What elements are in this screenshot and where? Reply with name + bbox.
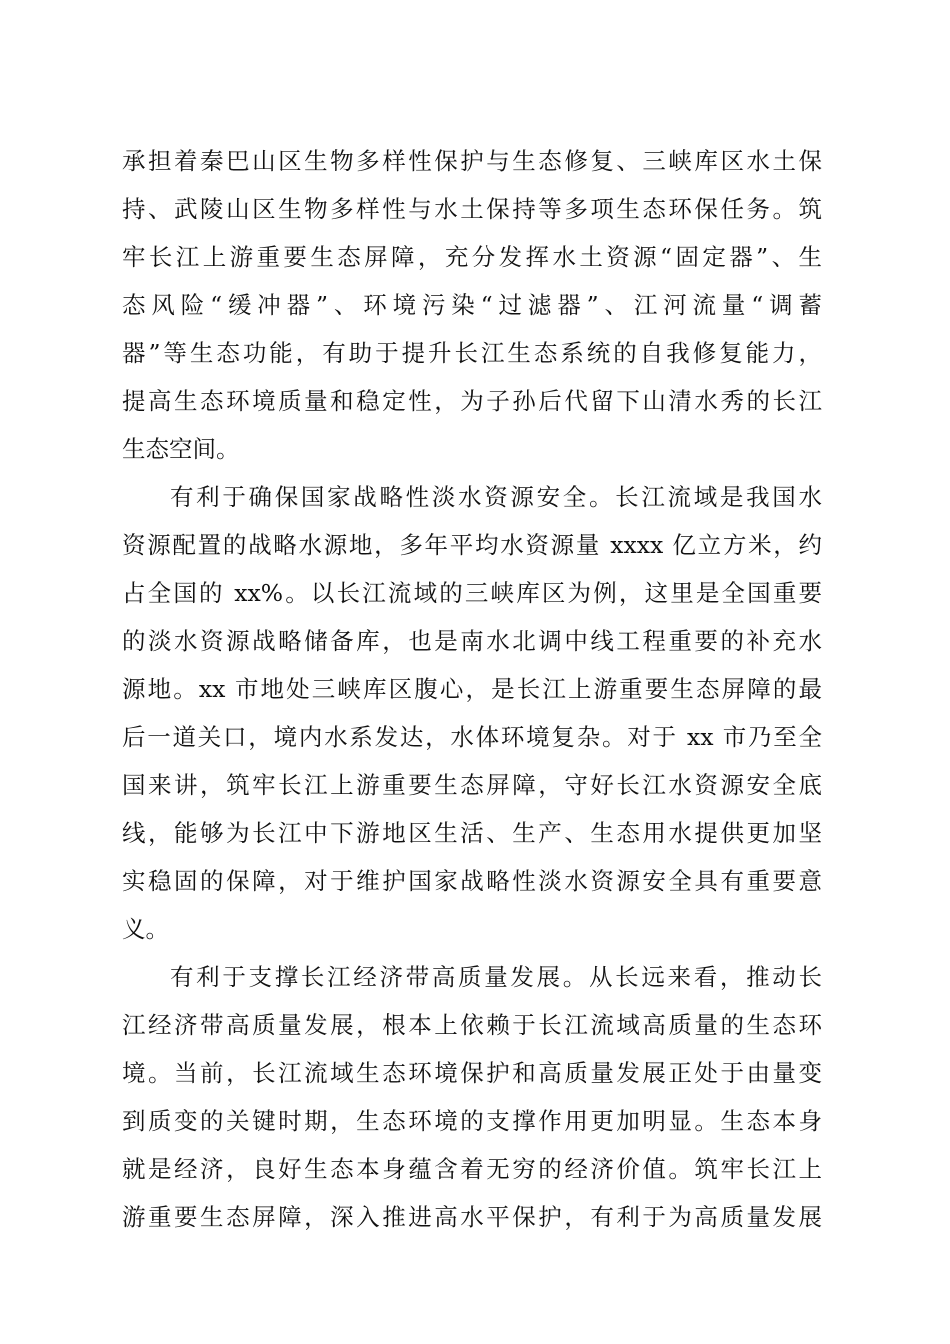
text-line: 资源配置的战略水源地，多年平均水资源量 xxxx 亿立方米，约 (122, 531, 822, 559)
text-line: 有利于确保国家战略性淡水资源安全。长江流域是我国水 (170, 483, 822, 511)
text-line: 牢长江上游重要生态屏障，充分发挥水土资源“固定器”、生 (122, 243, 822, 271)
text-line: 源地。xx 市地处三峡库区腹心，是长江上游重要生态屏障的最 (122, 675, 822, 703)
text-line: 提高生态环境质量和稳定性，为子孙后代留下山清水秀的长江 (122, 387, 822, 415)
text-line: 后一道关口，境内水系发达，水体环境复杂。对于 xx 市乃至全 (122, 723, 822, 751)
text-line: 的淡水资源战略储备库，也是南水北调中线工程重要的补充水 (122, 627, 822, 655)
text-line: 到质变的关键时期，生态环境的支撑作用更加明显。生态本身 (122, 1107, 822, 1135)
text-line: 承担着秦巴山区生物多样性保护与生态修复、三峡库区水土保 (122, 147, 822, 175)
text-line: 江经济带高质量发展，根本上依赖于长江流域高质量的生态环 (122, 1011, 822, 1039)
text-line: 就是经济，良好生态本身蕴含着无穷的经济价值。筑牢长江上 (122, 1155, 822, 1183)
text-line: 持、武陵山区生物多样性与水土保持等多项生态环保任务。筑 (122, 195, 822, 223)
text-line: 义。 (122, 915, 169, 943)
text-line: 国来讲，筑牢长江上游重要生态屏障，守好长江水资源安全底 (122, 771, 822, 799)
text-line: 线，能够为长江中下游地区生活、生产、生态用水提供更加坚 (122, 819, 822, 847)
text-line: 有利于支撑长江经济带高质量发展。从长远来看，推动长 (170, 963, 822, 991)
text-line: 实稳固的保障，对于维护国家战略性淡水资源安全具有重要意 (122, 867, 822, 895)
text-line: 生态空间。 (122, 435, 240, 463)
text-line: 态风险“缓冲器”、环境污染“过滤器”、江河流量“调蓄 (122, 291, 822, 319)
text-line: 游重要生态屏障，深入推进高水平保护，有利于为高质量发展 (122, 1203, 822, 1231)
text-line: 占全国的 xx%。以长江流域的三峡库区为例，这里是全国重要 (122, 579, 822, 607)
text-line: 境。当前，长江流域生态环境保护和高质量发展正处于由量变 (122, 1059, 822, 1087)
text-line: 器”等生态功能，有助于提升长江生态系统的自我修复能力， (122, 339, 822, 367)
